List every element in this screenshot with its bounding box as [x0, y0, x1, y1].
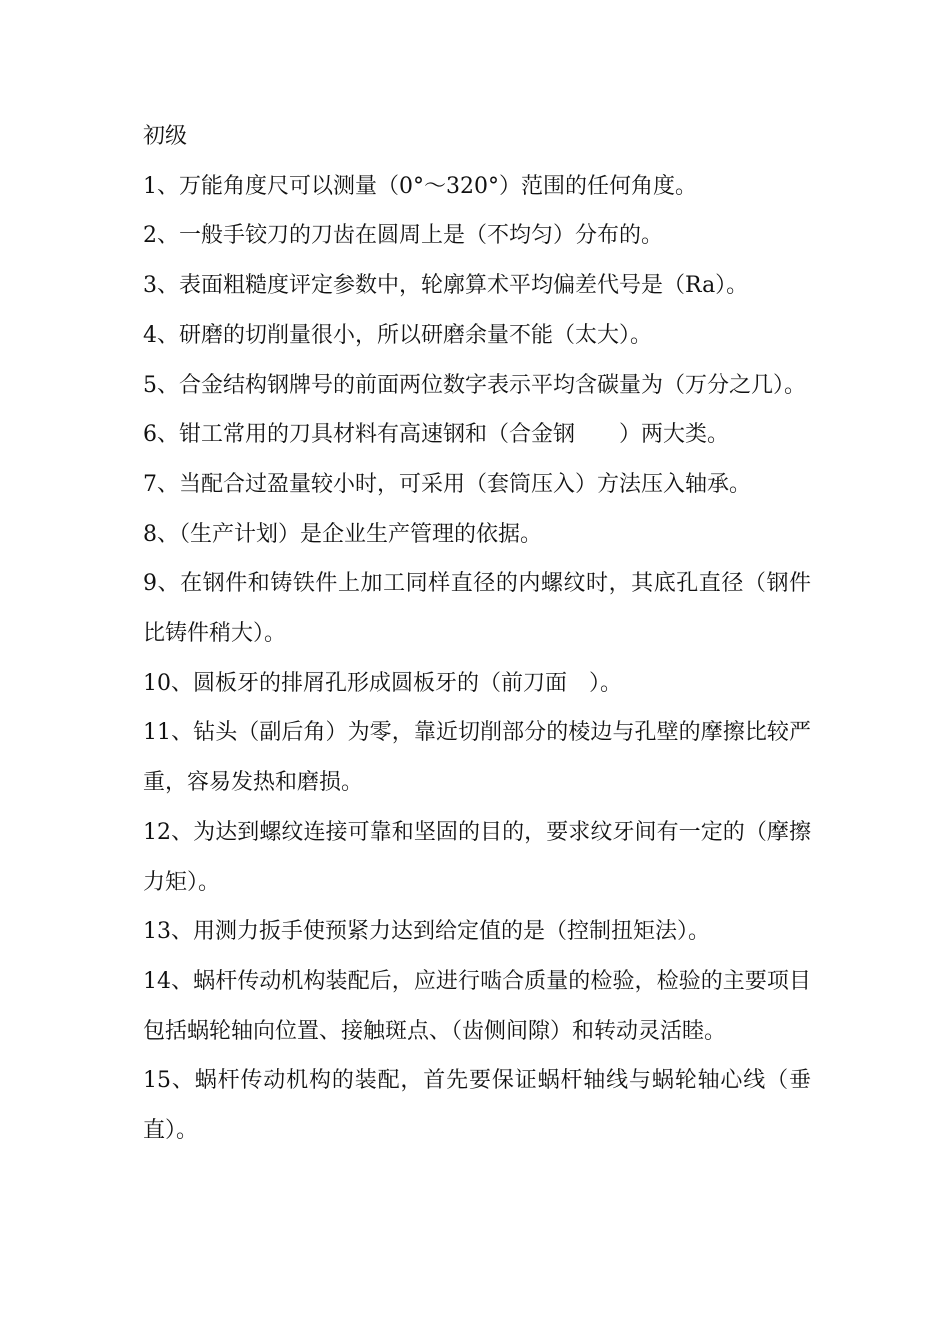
question-item-3: 3、表面粗糙度评定参数中，轮廓算术平均偏差代号是（Ra）。 [143, 273, 749, 299]
question-item-11: 11、钻头（副后角）为零，靠近切削部分的棱边与孔壁的摩擦比较严重，容易发热和磨损。 [143, 720, 811, 796]
question-item-8: 8、（生产计划）是企业生产管理的依据。 [143, 521, 542, 547]
question-item-13: 13、用测力扳手使预紧力达到给定值的是（控制扭矩法）。 [143, 919, 710, 945]
question-item-14: 14、蜗杆传动机构装配后，应进行啮合质量的检验，检验的主要项目包括蜗轮轴向位置、接触斑点、（齿侧间隙）和转动灵活睦。 [143, 968, 811, 1044]
question-item-15: 15、蜗杆传动机构的装配，首先要保证蜗杆轴线与蜗轮轴心线（垂直）。 [143, 1068, 811, 1144]
question-item-10: 10、圆板牙的排屑孔形成圆板牙的（前刀面 ）。 [143, 670, 622, 696]
question-item-7: 7、当配合过盈量较小时，可采用（套筒压入）方法压入轴承。 [143, 471, 751, 497]
question-item-1: 1、万能角度尺可以测量（0°～320°）范围的任何角度。 [143, 173, 697, 199]
document-body [143, 112, 811, 1156]
question-item-12: 12、为达到螺纹连接可靠和坚固的目的，要求纹牙间有一定的（摩擦力矩）。 [143, 819, 811, 895]
question-item-4: 4、研磨的切削量很小，所以研磨余量不能（太大）。 [143, 322, 652, 348]
question-item-9: 9、在钢件和铸铁件上加工同样直径的内螺纹时，其底孔直径（钢件比铸件稍大）。 [143, 571, 811, 647]
question-item-2: 2、一般手铰刀的刀齿在圆周上是（不均匀）分布的。 [143, 223, 663, 249]
section-heading: 初级 [143, 124, 188, 149]
question-item-5: 5、合金结构钢牌号的前面两位数字表示平均含碳量为（万分之几）。 [143, 372, 806, 398]
question-item-6: 6、钳工常用的刀具材料有高速钢和（合金钢 ）两大类。 [143, 422, 729, 448]
